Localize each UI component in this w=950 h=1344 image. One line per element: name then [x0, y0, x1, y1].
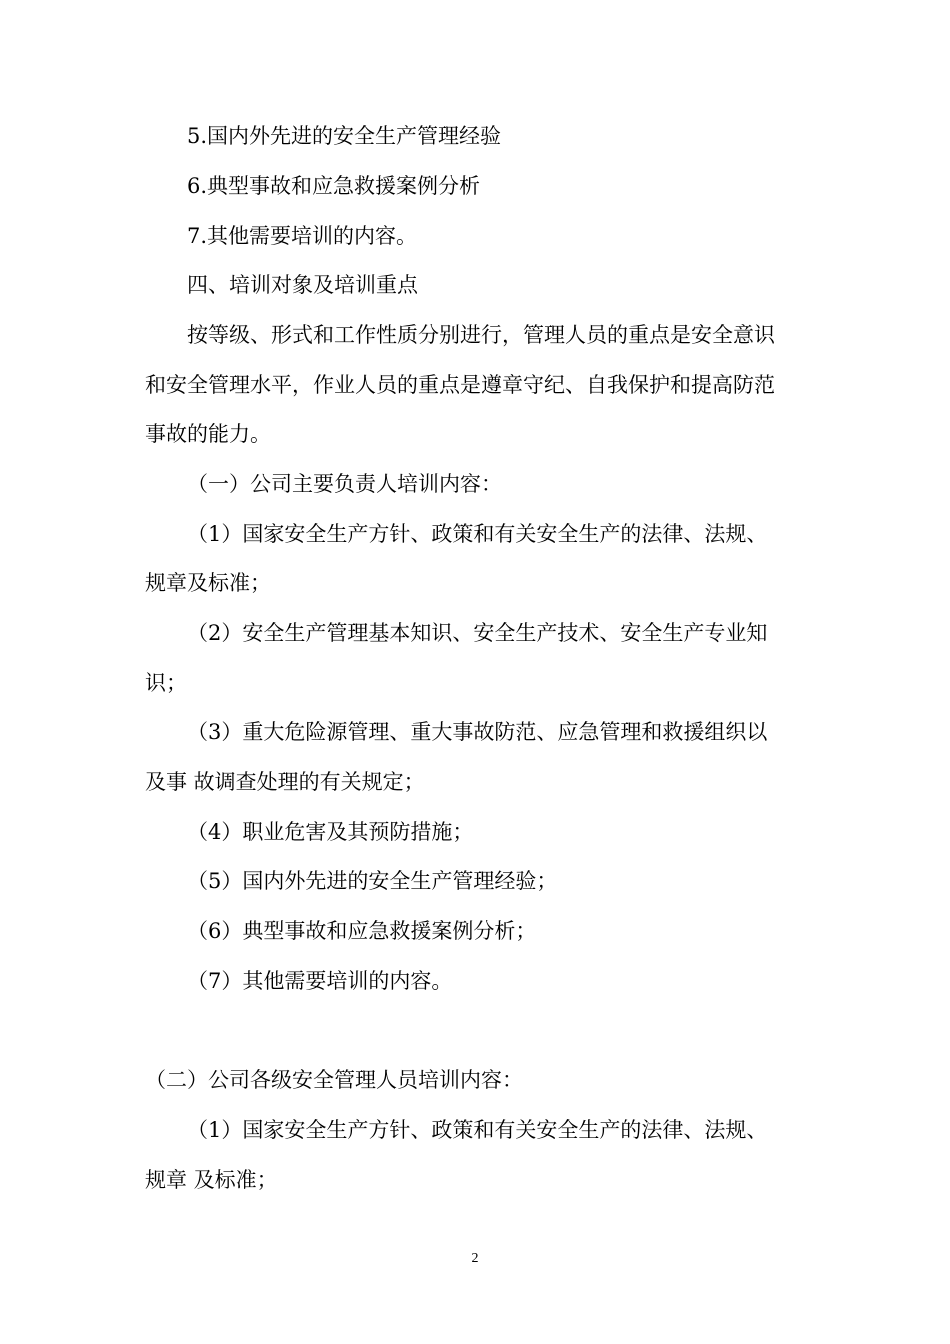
list-item: （4）职业危害及其预防措施； [187, 820, 474, 844]
list-item: （2）安全生产管理基本知识、安全生产技术、安全生产专业知 [187, 621, 768, 645]
text-line: 及事 故调查处理的有关规定； [145, 770, 425, 794]
list-item: （1）国家安全生产方针、政策和有关安全生产的法律、法规、 [187, 1118, 768, 1142]
section-heading: 四、培训对象及培训重点 [187, 273, 418, 297]
text-line: 7.其他需要培训的内容。 [187, 224, 418, 248]
text-line: 事故的能力。 [145, 422, 271, 446]
list-item: （6）典型事故和应急救援案例分析； [187, 919, 537, 943]
list-item: （1）国家安全生产方针、政策和有关安全生产的法律、法规、 [187, 522, 768, 546]
text-line: 按等级、形式和工作性质分别进行，管理人员的重点是安全意识 [187, 323, 775, 347]
text-line: 和安全管理水平，作业人员的重点是遵章守纪、自我保护和提高防范 [145, 373, 775, 397]
list-item: （3）重大危险源管理、重大事故防范、应急管理和救援组织以 [187, 720, 768, 744]
text-line: 6.典型事故和应急救援案例分析 [187, 174, 481, 198]
list-item: （5）国内外先进的安全生产管理经验； [187, 869, 558, 893]
text-line: 识； [145, 671, 187, 695]
list-item: （7）其他需要培训的内容。 [187, 969, 453, 993]
subsection-heading: （二）公司各级安全管理人员培训内容： [145, 1068, 523, 1092]
subsection-heading: （一）公司主要负责人培训内容： [187, 472, 502, 496]
text-line: 规章 及标准； [145, 1168, 278, 1192]
page-number: 2 [471, 1251, 479, 1266]
text-line: 规章及标准； [145, 571, 271, 595]
text-line: 5.国内外先进的安全生产管理经验 [187, 124, 502, 148]
